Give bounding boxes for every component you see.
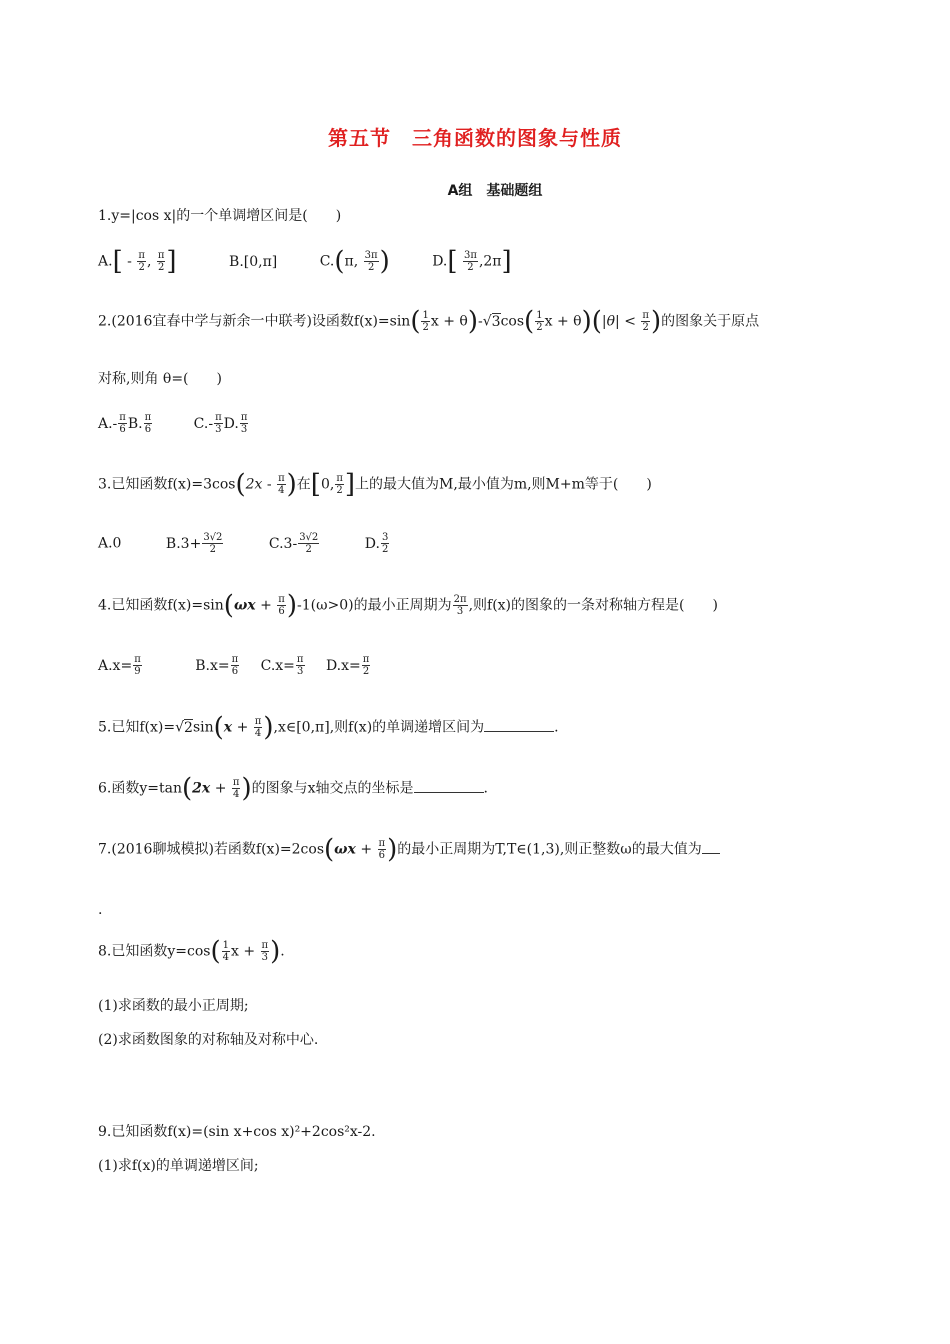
fraction: $\frac{\pi}{2}$	[157, 250, 165, 273]
answer-blank[interactable]	[702, 839, 720, 854]
question-8-part-1: (1)求函数的最小正周期;	[98, 998, 249, 1014]
question-7: 7.(2016聊城模拟)若函数f(x)=2cos(ωx + $\frac{\pi}{6}$ )的最小正周期为T,T∈(1,3),则正整数ω的最大值为	[98, 838, 720, 861]
q2-option-d: D. $\frac{\pi}{3}$	[223, 412, 248, 435]
fraction: $\frac{3}{2}$	[381, 532, 389, 555]
fraction: $\frac{\pi}{3}$	[240, 412, 248, 435]
fraction: $\frac{\pi}{3}$	[215, 412, 222, 435]
fraction: $\frac{\pi}{2}$	[138, 250, 145, 273]
question-8-part-2: (2)求函数图象的对称轴及对称中心.	[98, 1032, 319, 1048]
q1-option-b: B.[0,π]	[229, 253, 278, 270]
question-1	[98, 206, 341, 226]
question-7-line-2: .	[98, 902, 103, 918]
q1-option-c: C.(π, $\frac{3\pi}{2}$ )	[319, 246, 390, 277]
fraction: $\frac{1}{2}$	[536, 310, 543, 333]
question-5: 5.已知f(x)=√2sin(x + $\frac{\pi}{4}$ ),x∈[0,π],则f(x)的单调递增区间为 .	[98, 712, 559, 743]
fraction: $\frac{\pi}{3}$	[261, 940, 269, 963]
fraction: $\frac{3√2}{2}$	[299, 532, 319, 555]
q4-option-d: D.x= $\frac{\pi}{2}$	[325, 654, 370, 677]
fraction: $\frac{1}{4}$	[222, 940, 229, 963]
q3-options	[98, 532, 390, 555]
page-title: 第五节 三角函数的图象与性质	[328, 126, 622, 150]
fraction: $\frac{3√2}{2}$	[203, 532, 223, 555]
fraction: $\frac{\pi}{9}$	[134, 654, 141, 677]
fraction: $\frac{\pi}{2}$	[642, 310, 649, 333]
question-8: 8.已知函数y=cos( $\frac{1}{4}$ x + $\frac{\pi}{3}$ ).	[98, 936, 285, 967]
fraction: $\frac{\pi}{6}$	[278, 594, 285, 617]
q2-option-b: B. $\frac{\pi}{6}$	[127, 412, 152, 435]
fraction: $\frac{\pi}{6}$	[119, 412, 126, 435]
question-9: 9.已知函数f(x)=(sin x+cos x)²+2cos²x-2.	[98, 1124, 376, 1140]
fraction: $\frac{2\pi}{3}$	[453, 594, 467, 617]
q4-option-c: C.x= $\frac{\pi}{3}$	[260, 654, 304, 677]
q2-options	[98, 412, 249, 435]
q1-options	[98, 246, 512, 277]
fraction: $\frac{\pi}{2}$	[362, 654, 370, 677]
question-6: 6.函数y=tan(2x + $\frac{\pi}{4}$ )的图象与x轴交点的坐标是 .	[98, 773, 488, 804]
q4-options	[98, 654, 371, 677]
answer-blank[interactable]	[414, 778, 484, 793]
fraction: $\frac{3\pi}{2}$	[364, 250, 378, 273]
q3-option-a: A.0	[98, 535, 122, 552]
question-4: 4.已知函数f(x)=sin(ωx + $\frac{\pi}{6}$ )-1(ω>0)的最小正周期为 $\frac{2\pi}{3}$ ,则f(x)的图象的一条对称轴方程是( )	[98, 590, 718, 621]
answer-blank[interactable]	[484, 717, 554, 732]
q1-stem: 1.y=|cos x|的一个单调增区间是( )	[98, 208, 342, 224]
q3-option-c: C.3- $\frac{3√2}{2}$	[268, 532, 319, 555]
fraction: $\frac{\pi}{4}$	[232, 777, 240, 800]
question-9-part-1: (1)求f(x)的单调递增区间;	[98, 1158, 259, 1174]
question-2: 2.(2016宜春中学与新余一中联考)设函数f(x)=sin( $\frac{1}{2}$ x + θ)-√3cos( $\frac{1}{2}$ x + θ)(|θ| < $\frac{\pi}{2}$ )的图象关于原点	[98, 306, 760, 337]
fraction: $\frac{3\pi}{2}$	[464, 250, 477, 273]
q3-option-d: D. $\frac{3}{2}$	[364, 532, 389, 555]
group-heading: A组 基础题组	[447, 183, 543, 199]
fraction: $\frac{\pi}{4}$	[278, 473, 285, 496]
q1-option-d: D.[ $\frac{3\pi}{2}$ ,2π]	[432, 246, 512, 277]
fraction: $\frac{1}{2}$	[422, 310, 429, 333]
q2-option-c: C.- $\frac{\pi}{3}$	[193, 412, 222, 435]
fraction: $\frac{\pi}{4}$	[254, 716, 262, 739]
fraction: $\frac{\pi}{6}$	[378, 838, 386, 861]
q4-option-a: A.x= $\frac{\pi}{9}$	[98, 654, 141, 677]
fraction: $\frac{\pi}{3}$	[296, 654, 304, 677]
fraction: $\frac{\pi}{6}$	[144, 412, 152, 435]
question-2-line-2: 对称,则角 θ=( )	[98, 371, 222, 387]
fraction: $\frac{\pi}{6}$	[231, 654, 239, 677]
q2-option-a: A.- $\frac{\pi}{6}$	[98, 412, 126, 435]
q4-option-b: B.x= $\frac{\pi}{6}$	[195, 654, 239, 677]
q1-option-a: A.[ - $\frac{\pi}{2}$ , $\frac{\pi}{2}$ ]	[98, 246, 177, 277]
fraction: $\frac{\pi}{2}$	[336, 473, 343, 496]
q3-option-b: B.3+ $\frac{3√2}{2}$	[165, 532, 223, 555]
question-3: 3.已知函数f(x)=3cos(2x - $\frac{\pi}{4}$ )在[0, $\frac{\pi}{2}$ ]上的最大值为M,最小值为m,则M+m等于( )	[98, 469, 652, 500]
